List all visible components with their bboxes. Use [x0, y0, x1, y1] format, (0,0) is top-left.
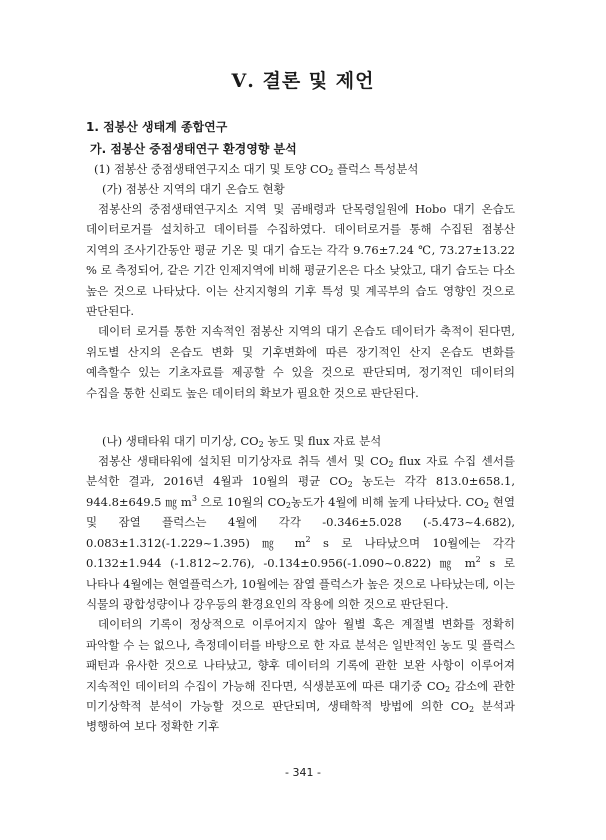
page-title: Ⅴ. 결론 및 제언: [231, 70, 375, 92]
paragraph-datalogger: 데이터 로거를 통한 지속적인 점봉산 지역의 대기 온습도 데이터가 축적이 된다면, 위도별 산지의 온습도 변화 및 기후변화에 따른 장기적인 산지 온습도 변화를 예측할수 있는 기초자료를 제공할 수 있을 것으로 판단되며, 정기적인 데이터의 수집을 통한 신뢰도 높은 데이터의 확보가 필요한 것으로 판단된다.: [86, 324, 515, 400]
document-body: [86, 118, 515, 737]
paragraph-co2-flux: 점봉산 생태타워에 설치된 미기상자료 취득 센서 및 $CO_2$ flux 자료 수집 센서를 분석한 결과, 2016년 4월과 10월의 평균 $CO_2$ 농도는 각각 813.0±658.1, 944.8±649.5 ㎎ $m^3$ 으로 10월의 $CO_2$농도가 4월에 비해 높게 나타났다. $CO_2$ 현열 및 잠열 플럭스는 4월에 각각 -0.346±5.028 (-5.473~4.682), 0.083±1.312(-1.229~1.395) ㎎ $m^2$ s 로 나타났으며 10월에는 각각 0.132±1.944 (-1.812~2.76), -0.134±0.956(-1.090~0.822) ㎎ $m^2$ s 로 나타나 4월에는 현열플럭스가, 10월에는 잠열 플럭스가 높은 것으로 나타났는데, 이는 식물의 광합성량이나 강우등의 환경요인의 작용에 의한 것으로 판단된다.: [86, 454, 516, 611]
page-number: - 341 -: [285, 766, 321, 779]
section-heading-1: 1. 점봉산 생태계 종합연구: [86, 120, 228, 134]
paragraph-data-recording: 데이터의 기록이 정상적으로 이루어지지 않아 월별 혹은 계절별 변화를 정확히 파악할 수 는 없으나, 측정데이터를 바탕으로 한 자료 분석은 일반적인 농도 및 플럭스 패턴과 유사한 것으로 나타났고, 향후 데이터의 기록에 관한 보완 사항이 이루어져 지속적인 데이터의 수집이 가능해 진다면, 식생분포에 따른 대기중 $CO_2$ 감소에 관한 미기상학적 분석이 가능할 것으로 판단되며, 생태학적 방법에 의한 $CO_2$ 분석과 병행하여 보다 정확한 기후: [86, 617, 515, 734]
paragraph-temperature-humidity: 점봉산의 중점생태연구지소 지역 및 곰배령과 단목령일원에 Hobo 대기 온습도 데이터로거를 설치하고 데이터를 수집하였다. 데이터로거를 통해 수집된 점봉산 지역의 조사기간동안 평균 기온 및 대기 습도는 각각 9.76±7.24 ℃, 73.27±13.22 % 로 측정되어, 같은 기간 인제지역에 비해 평균기온은 다소 낮았고, 대기 습도는 다소 높은 것으로 나타났다. 이는 산지지형의 기후 특성 및 계곡부의 습도 영향인 것으로 판단된다.: [86, 202, 515, 319]
section-heading-2: 가. 점봉산 중점생태연구 환경영향 분석: [90, 142, 297, 156]
subsubsection-heading-b: (나) 생태타워 대기 미기상, $CO_2$ 농도 및 flux 자료 분석: [102, 434, 382, 450]
subsection-heading-1: (1) 점봉산 중점생태연구지소 대기 및 토양 $CO_2$ 플럭스 특성분석: [94, 162, 419, 177]
subsubsection-heading-a: (가) 점봉산 지역의 대기 온습도 현황: [102, 182, 285, 196]
